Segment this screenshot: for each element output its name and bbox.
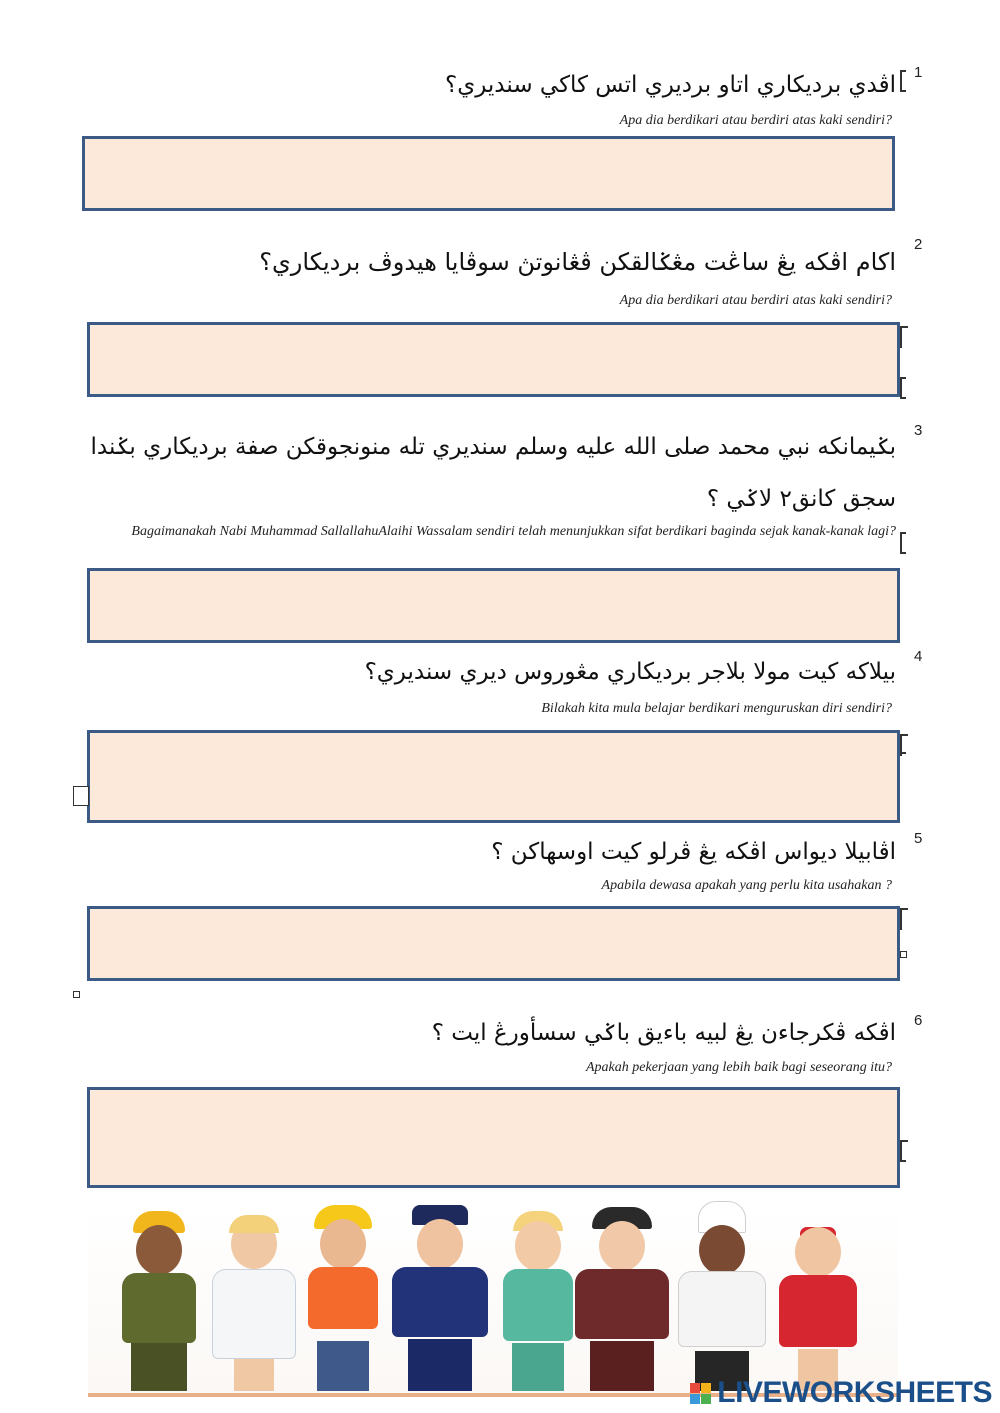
kid-police	[388, 1205, 492, 1391]
question-number: 5	[914, 830, 923, 847]
checkbox-marker	[73, 991, 80, 998]
question-arabic: بݢيمانكه نبي محمد صلى الله عليه وسلم سنديري تله منونجوقكن صفة برديكاري بݢندا سجق كانق٢ لاݢي ؟	[90, 434, 896, 512]
question-arabic: اڤابيلا ديواس اڤكه يڠ ڤرلو كيت اوسهاكن ؟	[491, 839, 896, 865]
margin-marker	[900, 1140, 908, 1162]
question-arabic: بيلاكه كيت مولا بلاجر برديكاري مڠوروس ديري سنديري؟	[364, 659, 896, 685]
question-arabic: اڤكه ڤكرجاءن يڠ لبيه باءيق باݢي سسأورڠ ايت ؟	[431, 1020, 896, 1046]
margin-marker	[900, 1160, 906, 1162]
kid-builder	[116, 1211, 202, 1391]
text-cursor-marker	[900, 70, 906, 92]
margin-marker	[900, 326, 908, 348]
answer-input-3[interactable]	[87, 568, 900, 643]
answer-input-4[interactable]	[87, 730, 900, 823]
margin-marker	[900, 752, 906, 754]
liveworksheets-logo-icon	[690, 1383, 711, 1404]
question-latin: Apa dia berdikari atau berdiri atas kaki sendiri?	[619, 113, 892, 128]
children-in-career-costumes-image	[88, 1205, 898, 1397]
kid-flight-attendant	[772, 1213, 864, 1391]
kid-nurse	[496, 1207, 580, 1391]
question-arabic: اكام اڤكه يڠ ساڠت مڠݢالقكن ڤڠانوتڽ سوڤايا هيدوڤ برديكاري؟	[259, 248, 896, 276]
question-latin: Apakah pekerjaan yang lebih baik bagi seseorang itu?	[586, 1060, 892, 1075]
liveworksheets-watermark	[690, 1376, 992, 1410]
kid-engineer	[298, 1205, 388, 1391]
checkbox-marker	[900, 951, 907, 958]
question-number: 3	[914, 422, 923, 439]
kid-doctor	[208, 1213, 300, 1391]
margin-marker	[900, 532, 906, 554]
watermark-text: LIVEWORKSHEETS	[717, 1376, 992, 1409]
margin-marker	[900, 908, 908, 930]
question-number: 2	[914, 236, 923, 253]
question-latin: Apa dia berdikari atau berdiri atas kaki sendiri?	[619, 293, 892, 308]
answer-input-2[interactable]	[87, 322, 900, 397]
answer-input-6[interactable]	[87, 1087, 900, 1188]
question-latin: Bagaimanakah Nabi Muhammad SallallahuAlaihi Wassalam sendiri telah menunjukkan sifat berdikari baginda sejak kanak-kanak lagi?	[131, 524, 896, 539]
question-number: 1	[914, 64, 923, 81]
question-number: 4	[914, 648, 923, 665]
question-latin: Bilakah kita mula belajar berdikari menguruskan diri sendiri?	[541, 701, 892, 716]
checkbox-marker	[73, 786, 89, 806]
question-number: 6	[914, 1012, 923, 1029]
margin-marker	[900, 377, 906, 399]
question-arabic: اڤدي برديكاري اتاو برديري اتس كاكي سنديري؟	[445, 72, 896, 98]
question-latin: Apabila dewasa apakah yang perlu kita usahakan ?	[601, 878, 892, 893]
answer-input-5[interactable]	[87, 906, 900, 981]
kid-firefighter	[570, 1207, 674, 1391]
kid-chef	[674, 1201, 770, 1391]
answer-input-1[interactable]	[82, 136, 895, 211]
